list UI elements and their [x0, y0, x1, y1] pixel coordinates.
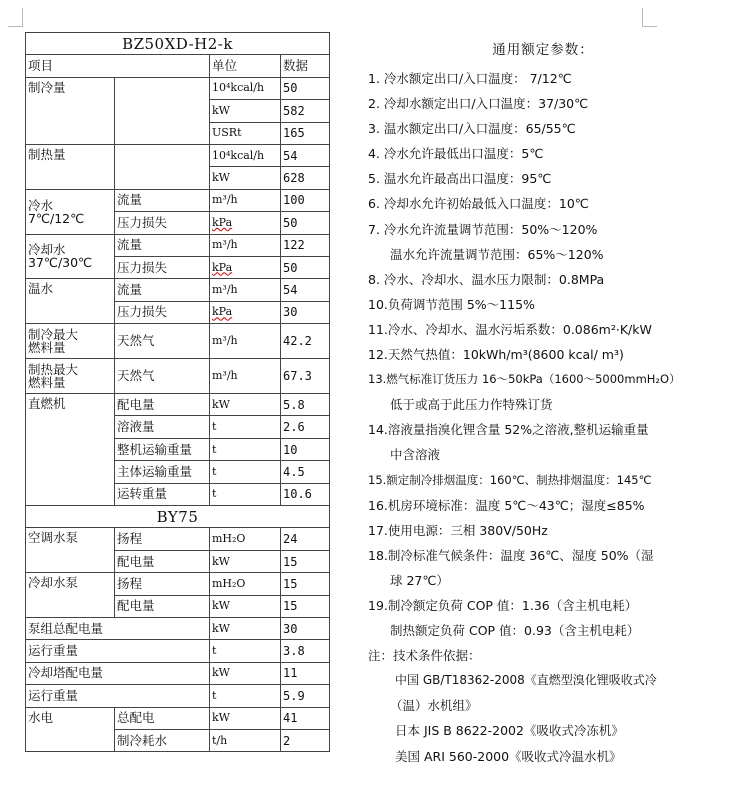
table-row — [26, 640, 330, 662]
label-line: 冷水 — [28, 197, 54, 213]
pump-total-power-label: 泵组总配电量 — [26, 617, 210, 639]
table-row — [26, 324, 330, 359]
cell-value: 628 — [281, 167, 330, 189]
param-line: 3. 温水额定出口/入口温度：65/55℃ — [368, 121, 576, 137]
cell-unit: kPa — [212, 260, 233, 274]
cooling-label: 制冷量 — [26, 77, 115, 144]
param-line: 10.负荷调节范围 5%～115% — [368, 296, 535, 312]
cell-unit: USRt — [210, 122, 281, 144]
cell-unit: m³/h — [210, 279, 281, 301]
param-line: 2. 冷却水额定出口/入口温度：37/30℃ — [368, 96, 589, 112]
cell-name: 配电量 — [115, 550, 210, 572]
cell-unit: t — [210, 438, 281, 460]
cell-unit: kW — [210, 707, 281, 729]
cell-value: 165 — [281, 122, 330, 144]
max-fuel-heating-label — [26, 359, 115, 394]
table-row — [26, 279, 330, 301]
header-item: 项目 — [26, 55, 210, 77]
parameters-panel — [368, 38, 718, 769]
cell-unit: 10⁴kcal/h — [210, 77, 281, 99]
model-title-2: BY75 — [26, 506, 330, 528]
cell-value: 100 — [281, 189, 330, 211]
cw-pump-label: 冷却水泵 — [26, 573, 115, 618]
cell-value: 30 — [281, 301, 330, 323]
table-row — [26, 685, 330, 707]
table-row — [26, 528, 330, 550]
cell-name: 配电量 — [115, 595, 210, 617]
cell-unit: t/h — [210, 729, 281, 751]
table-row — [26, 55, 330, 77]
cell-unit: m³/h — [210, 324, 281, 359]
cell-name: 压力损失 — [115, 301, 210, 323]
label-line: 燃料量 — [28, 375, 66, 391]
param-line: 球 27℃） — [390, 572, 449, 588]
tower-power-label: 冷却塔配电量 — [26, 662, 210, 684]
cooling-water-label — [26, 234, 115, 279]
cell-value: 50 — [281, 256, 330, 278]
cell-unit: m³/h — [210, 189, 281, 211]
spec-table — [25, 32, 330, 752]
table-row — [26, 33, 330, 55]
cell-value: 10 — [281, 438, 330, 460]
cell-value: 3.8 — [281, 640, 330, 662]
cell-value: 11 — [281, 662, 330, 684]
param-line: 13.燃气标准订货压力 16～50kPa（1600～5000mmH₂O） — [368, 372, 681, 387]
label-line: 燃料量 — [28, 340, 66, 356]
cell-value: 15 — [281, 573, 330, 595]
cell-name: 扬程 — [115, 573, 210, 595]
param-line: 5. 温水允许最高出口温度：95℃ — [368, 171, 552, 187]
param-line: 制热额定负荷 COP 值：0.93（含主机电耗） — [390, 623, 640, 639]
cell-unit: kPa — [212, 305, 233, 319]
param-line: 19.制冷额定负荷 COP 值：1.36（含主机电耗） — [368, 597, 638, 613]
cell-value: 15 — [281, 595, 330, 617]
utility-label: 水电 — [26, 707, 115, 752]
cell-unit: kW — [210, 100, 281, 122]
param-line: 日本 JIS B 8622-2002《吸收式冷冻机》 — [395, 723, 624, 739]
cell-unit: kW — [210, 167, 281, 189]
cell-name: 压力损失 — [115, 256, 210, 278]
cell-name: 流量 — [115, 189, 210, 211]
tower-weight-label: 运行重量 — [26, 685, 210, 707]
cell-value: 122 — [281, 234, 330, 256]
cell-value: 15 — [281, 550, 330, 572]
table-row — [26, 617, 330, 639]
cell-unit: t — [210, 685, 281, 707]
hot-water-label: 温水 — [26, 279, 115, 324]
cell-name: 流量 — [115, 279, 210, 301]
label-line: 37℃/30℃ — [28, 255, 93, 271]
cell-value: 67.3 — [281, 359, 330, 394]
cell-unit: mH₂O — [210, 573, 281, 595]
cell-name: 天然气 — [115, 359, 210, 394]
cell-value: 42.2 — [281, 324, 330, 359]
table-row — [26, 506, 330, 528]
label-line: 7℃/12℃ — [28, 210, 85, 226]
param-line: 7. 冷水允许流量调节范围：50%～120% — [368, 221, 598, 237]
cell-value: 54 — [281, 279, 330, 301]
label-line: 冷却水 — [28, 242, 66, 258]
cell-unit: kW — [210, 617, 281, 639]
parameters-heading: 通用额定参数： — [492, 42, 594, 58]
cell-unit: kPa — [212, 215, 233, 229]
cell-unit: m³/h — [210, 234, 281, 256]
table-row — [26, 707, 330, 729]
cell-unit: kW — [210, 550, 281, 572]
label-line: 制冷最大 — [28, 327, 79, 343]
table-row — [26, 144, 330, 166]
unit-machine-label: 直燃机 — [26, 394, 115, 506]
table-row — [26, 77, 330, 99]
param-line: 16.机房环境标准：温度 5℃～43℃；湿度≤85% — [368, 497, 645, 513]
cell-name: 流量 — [115, 234, 210, 256]
param-line: 4. 冷水允许最低出口温度：5℃ — [368, 146, 544, 162]
param-line: 低于或高于此压力作特殊订货 — [390, 397, 553, 413]
ac-pump-label: 空调水泵 — [26, 528, 115, 573]
cell-unit: kW — [210, 394, 281, 416]
header-data: 数据 — [281, 55, 330, 77]
heating-blank — [115, 144, 210, 189]
table-row — [26, 394, 330, 416]
cell-name: 总配电 — [115, 707, 210, 729]
param-line: 中含溶液 — [390, 447, 441, 463]
max-fuel-cooling-label — [26, 324, 115, 359]
param-line: 14.溶液量指溴化锂含量 52%之溶液,整机运输重量 — [368, 422, 649, 438]
cell-name: 扬程 — [115, 528, 210, 550]
cell-unit: t — [210, 640, 281, 662]
param-line: 11.冷水、冷却水、温水污垢系数：0.086m²·K/kW — [368, 321, 652, 337]
cell-unit: kW — [210, 595, 281, 617]
cell-value: 54 — [281, 144, 330, 166]
table-row — [26, 189, 330, 211]
pump-weight-label: 运行重量 — [26, 640, 210, 662]
cell-unit: t — [210, 461, 281, 483]
cell-value: 2.6 — [281, 416, 330, 438]
param-line: （温）水机组》 — [390, 698, 478, 714]
param-line: 6. 冷却水允许初始最低入口温度：10℃ — [368, 196, 589, 212]
table-row — [26, 573, 330, 595]
table-row — [26, 662, 330, 684]
param-line: 12.天然气热值：10kWh/m³(8600 kcal/ m³) — [368, 347, 624, 363]
cell-value: 2 — [281, 729, 330, 751]
param-line: 18.制冷标准气候条件：温度 36℃、湿度 50%（湿 — [368, 547, 654, 563]
header-unit: 单位 — [210, 55, 281, 77]
cell-name: 配电量 — [115, 394, 210, 416]
cooling-blank — [115, 77, 210, 144]
cell-value: 5.8 — [281, 394, 330, 416]
cell-value: 10.6 — [281, 483, 330, 505]
label-line: 制热最大 — [28, 362, 79, 378]
table-row — [26, 359, 330, 394]
cell-value: 24 — [281, 528, 330, 550]
cell-value: 4.5 — [281, 461, 330, 483]
cell-value: 30 — [281, 617, 330, 639]
cell-name: 天然气 — [115, 324, 210, 359]
cell-value: 50 — [281, 77, 330, 99]
cell-unit: mH₂O — [210, 528, 281, 550]
cell-unit: kW — [210, 662, 281, 684]
cell-value: 41 — [281, 707, 330, 729]
cell-name: 运转重量 — [115, 483, 210, 505]
cell-name: 压力损失 — [115, 212, 210, 234]
cell-name: 溶液量 — [115, 416, 210, 438]
param-line: 美国 ARI 560-2000《吸收式冷温水机》 — [395, 748, 622, 764]
param-line: 中国 GB/T18362-2008《直燃型溴化锂吸收式冷 — [395, 673, 657, 688]
crop-mark-top-right — [642, 8, 657, 27]
cell-unit: t — [210, 483, 281, 505]
cell-value: 50 — [281, 212, 330, 234]
heating-label: 制热量 — [26, 144, 115, 189]
cell-name: 主体运输重量 — [115, 461, 210, 483]
crop-mark-top-left — [8, 8, 23, 27]
cell-unit: m³/h — [210, 359, 281, 394]
chilled-water-label — [26, 189, 115, 234]
cell-name: 整机运输重量 — [115, 438, 210, 460]
param-line: 温水允许流量调节范围：65%～120% — [390, 246, 604, 262]
param-line: 1. 冷水额定出口/入口温度： 7/12℃ — [368, 71, 572, 86]
param-line: 注：技术条件依据： — [368, 648, 481, 664]
param-line: 8. 冷水、冷却水、温水压力限制：0.8MPa — [368, 271, 605, 287]
cell-name: 制冷耗水 — [115, 729, 210, 751]
cell-unit: t — [210, 416, 281, 438]
param-line: 17.使用电源：三相 380V/50Hz — [368, 522, 548, 538]
cell-unit: 10⁴kcal/h — [210, 144, 281, 166]
param-line: 15.额定制冷排烟温度：160℃、制热排烟温度：145℃ — [368, 472, 652, 487]
cell-value: 582 — [281, 100, 330, 122]
table-row — [26, 234, 330, 256]
cell-value: 5.9 — [281, 685, 330, 707]
model-title: BZ50XD-H2-k — [26, 33, 330, 55]
